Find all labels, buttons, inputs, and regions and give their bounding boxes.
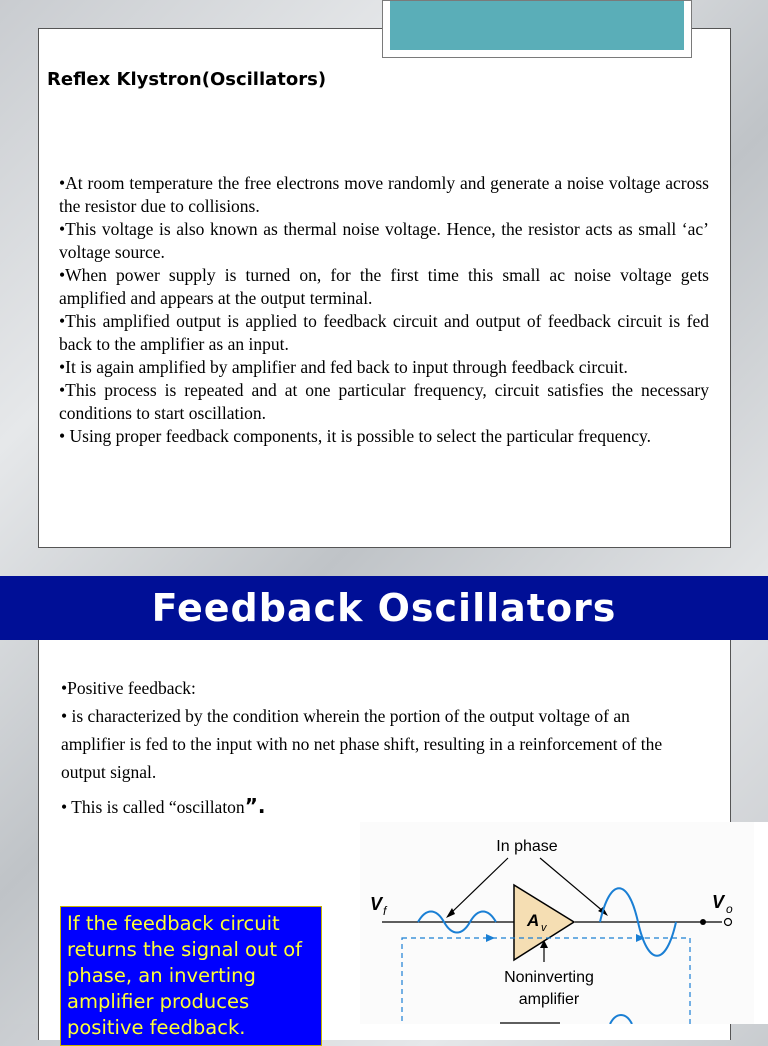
in-phase-label: In phase [496,838,558,855]
bullet-text: • This is called “oscillaton [61,797,245,817]
bullet-item: •This voltage is also known as thermal noise voltage. Hence, the resistor acts as small ‘ac’ voltage source. [59,219,709,262]
vf-subscript: f [383,904,387,918]
arrowhead-icon [446,908,455,918]
bullet-list [61,674,691,821]
vo-label: V [712,892,725,912]
av-subscript: v [541,922,547,934]
feedback-wave [610,1015,632,1024]
bullet-item: •Positive feedback: [61,678,196,698]
bullet-item [61,792,691,821]
content-card [38,28,731,548]
bullet-item: •At room temperature the free electrons move randomly and generate a noise voltage across the resistor due to collisions. [59,173,709,216]
amp-label-line1: Noninverting [504,969,594,986]
pointer-line-left [450,858,508,914]
bullet-item: •This process is repeated and at one particular frequency, circuit satisfies the necessary conditions to start oscillation. [59,380,709,423]
pointer-line-right [540,858,604,912]
callout-box: If the feedback circuit returns the signal out of phase, an inverting amplifier produces positive feedback. [60,906,322,1046]
bullet-item: • is characterized by the condition wherein the portion of the output voltage of an amplifier is fed to the input with no net phase shift, resulting in a reinforcement of the output signal. [61,706,663,782]
output-terminal [725,919,732,926]
bullet-item: •It is again amplified by amplifier and fed back to input through feedback circuit. [59,357,628,377]
closing-quote: ”. [244,794,266,818]
bullet-list [59,172,709,448]
feedback-diagram [360,822,768,1024]
vo-subscript: o [726,902,733,916]
arrow-right-icon [486,934,495,942]
banner-title: Feedback Oscillators [151,586,617,630]
slide-title: Reflex Klystron(Oscillators) [47,69,327,90]
slide-title-banner [0,576,768,640]
decorative-tab [382,0,692,58]
amp-label-line2: amplifier [518,991,580,1008]
bullet-item: •When power supply is turned on, for the first time this small ac noise voltage gets amplified and appears at the output terminal. [59,265,709,308]
bullet-item: • Using proper feedback components, it is possible to select the particular frequency. [59,426,652,446]
bullet-item: •This amplified output is applied to feedback circuit and output of feedback circuit is fed back to the amplifier as an input. [59,311,709,354]
junction-dot [700,919,706,925]
feedback-diagram-svg [360,822,768,1024]
vf-label: V [370,894,383,914]
av-label: A [527,911,540,930]
